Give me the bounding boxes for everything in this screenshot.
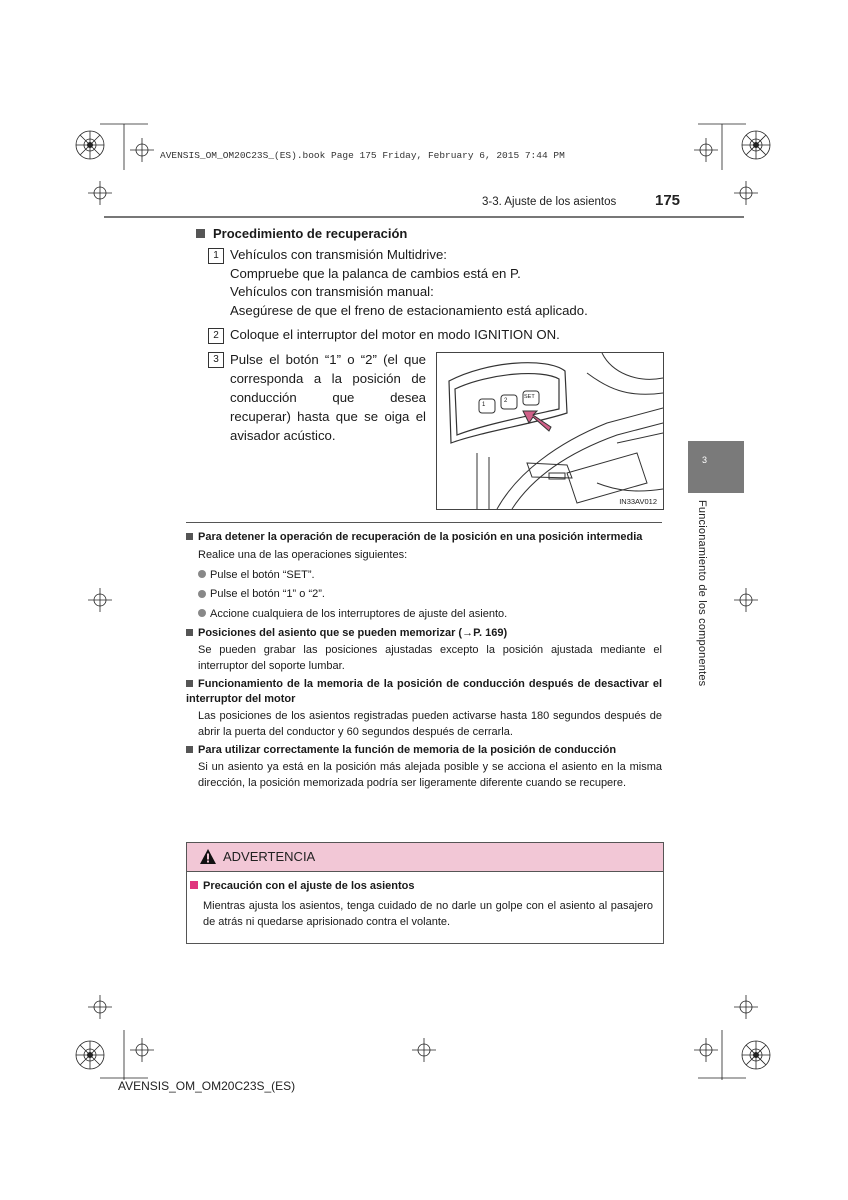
circle-bullet-icon (198, 590, 206, 598)
note-title: Para detener la operación de recuperación de la posición en una posición intermedia (186, 530, 662, 545)
warning-title: ADVERTENCIA (223, 849, 316, 864)
warning-triangle-icon (199, 848, 217, 865)
warning-subtitle: Precaución con el ajuste de los asientos (190, 880, 415, 892)
footer-code: AVENSIS_OM_OM20C23S_(ES) (118, 1079, 296, 1093)
note-text: Las posiciones de los asientos registradas pueden activarse hasta 180 segundos después de abrir la puerta del conductor y 60 segundos después de cerrarla. (198, 710, 662, 738)
warning-box (186, 842, 664, 944)
note-title: Para utilizar correctamente la función de memoria de la posición de conducción (186, 743, 662, 758)
chapter-tab: 3 (688, 441, 744, 493)
square-bullet-icon (186, 533, 193, 540)
set-button: SET (524, 394, 535, 400)
note-title: Funcionamiento de la memoria de la posición de conducción después de desactivar el interruptor del motor (186, 678, 662, 705)
memory-button-figure (436, 352, 664, 510)
step-1-text: Vehículos con transmisión Multidrive: Compruebe que la palanca de cambios está en P. Vehículos con transmisión manual: Asegúrese de que el freno de estacionamiento está aplicado. (230, 247, 588, 318)
circle-bullet-icon (198, 570, 206, 578)
pink-square-icon (190, 881, 198, 889)
warning-header (187, 843, 663, 872)
notes-separator (186, 522, 662, 523)
note-text: Realice una de las operaciones siguientes: (198, 549, 408, 561)
section-title: Procedimiento de recuperación (196, 226, 407, 241)
square-bullet-icon (186, 746, 193, 753)
memory-button-1: 1 (482, 402, 486, 408)
step-number-1: 1 (208, 248, 224, 264)
square-bullet-icon (196, 229, 205, 238)
step-3-text: Pulse el botón “1” o “2” (el que corresponda a la posición de conducción que desea recuperar) hasta que se oiga el avisador acústico. (230, 352, 426, 443)
door-panel-illustration (437, 353, 663, 509)
header-rule (104, 216, 744, 218)
circle-bullet-icon (198, 609, 206, 617)
step-number-3: 3 (208, 352, 224, 368)
note-text: Se pueden grabar las posiciones ajustadas excepto la posición ajustada mediante el interruptor del soporte lumbar. (198, 644, 662, 672)
page-number: 175 (655, 192, 681, 209)
note-text: Si un asiento ya está en la posición más alejada posible y se acciona el asiento en la misma dirección, la posición memorizada podría ser ligeramente diferente cuando se recupere. (198, 761, 662, 789)
print-info-line: AVENSIS_OM_OM20C23S_(ES).book Page 175 Friday, February 6, 2015 7:44 PM (160, 150, 565, 161)
chapter-title-vertical: Funcionamiento de los componentes (696, 500, 708, 687)
warning-text: Mientras ajusta los asientos, tenga cuidado de no darle un golpe con el asiento al pasajero de atrás ni quedarse aprisionado contra el volante. (203, 900, 653, 928)
memory-button-2: 2 (504, 398, 508, 404)
step-number-2: 2 (208, 328, 224, 344)
notes-section (186, 530, 662, 791)
figure-code: IN33AV012 (619, 497, 657, 506)
header-section-title: 3-3. Ajuste de los asientos (482, 196, 617, 208)
square-bullet-icon (186, 680, 193, 687)
list-item: Pulse el botón “1” o “2”. (186, 587, 662, 603)
note-title: Posiciones del asiento que se pueden memorizar (→P. 169) (186, 626, 662, 641)
square-bullet-icon (186, 629, 193, 636)
list-item: Accione cualquiera de los interruptores de ajuste del asiento. (186, 607, 662, 623)
step-2-text: Coloque el interruptor del motor en modo IGNITION ON. (230, 327, 560, 342)
list-item: Pulse el botón “SET”. (186, 568, 662, 584)
